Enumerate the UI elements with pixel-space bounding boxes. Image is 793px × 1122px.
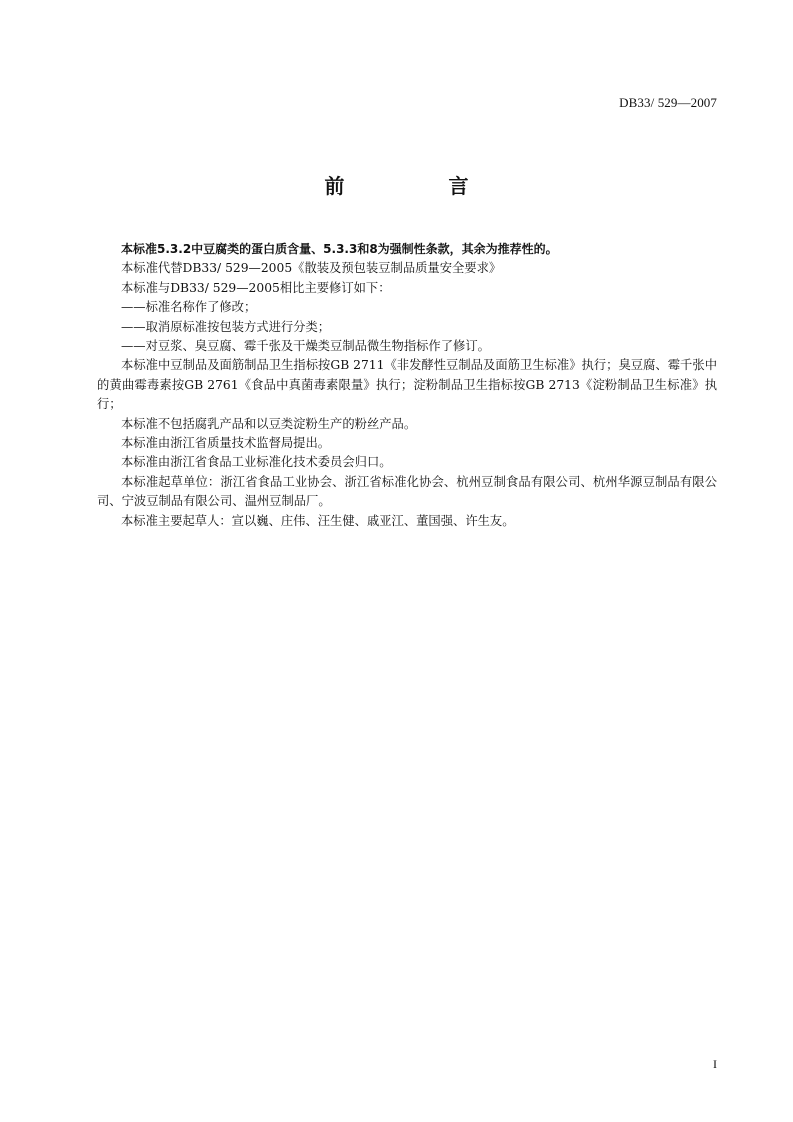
paragraph-drafting-units: 本标准起草单位：浙江省食品工业协会、浙江省标准化协会、杭州豆制食品有限公司、杭州华源豆制品有限公司、宁波豆制品有限公司、温州豆制品厂。 <box>97 474 717 509</box>
paragraph-proposed-by: 本标准由浙江省质量技术监督局提出。 <box>121 436 331 451</box>
page-title: 前 言 <box>324 174 511 198</box>
standard-code: DB33/ 529—2007 <box>619 95 717 110</box>
paragraph-drafters: 本标准主要起草人：宣以巍、庄伟、汪生健、戚亚江、董国强、许生友。 <box>121 513 515 528</box>
paragraph-hygiene-indicators: 本标准中豆制品及面筋制品卫生指标按GB 2711《非发酵性豆制品及面筋卫生标准》执行；臭豆腐、霉千张中的黄曲霉毒素按GB 2761《食品中真菌毒素限量》执行；淀粉制品卫生指标按GB 2713《淀粉制品卫生标准》执行； <box>97 358 717 412</box>
revision-item: ——取消原标准按包装方式进行分类； <box>121 319 331 334</box>
foreword-body <box>97 240 717 531</box>
page-number: I <box>713 1057 717 1071</box>
revision-item: ——对豆浆、臭豆腐、霉千张及干燥类豆制品微生物指标作了修订。 <box>121 339 490 354</box>
paragraph-revisions-intro: 本标准与DB33/ 529—2005相比主要修订如下： <box>121 280 391 295</box>
paragraph-scope-exclusion: 本标准不包括腐乳产品和以豆类淀粉生产的粉丝产品。 <box>121 416 417 431</box>
paragraph-under-jurisdiction: 本标准由浙江省食品工业标准化技术委员会归口。 <box>121 455 392 470</box>
revision-item: ——标准名称作了修改； <box>121 300 257 315</box>
paragraph-replaces: 本标准代替DB33/ 529—2005《散装及预包装豆制品质量安全要求》 <box>121 261 502 276</box>
mandatory-clause-statement: 本标准5.3.2中豆腐类的蛋白质含量、5.3.3和8为强制性条款，其余为推荐性的。 <box>121 242 558 256</box>
